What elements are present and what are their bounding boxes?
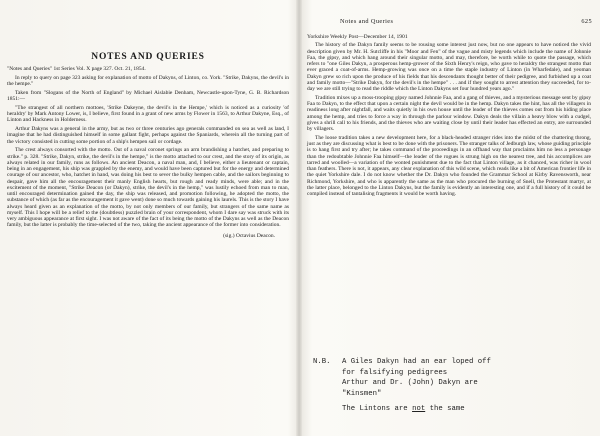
typed-note	[302, 357, 600, 415]
signature: (sig.) Octavius Deacon.	[223, 232, 275, 239]
left-page-content	[7, 52, 289, 239]
note-text: "Kinsmen"	[342, 389, 382, 398]
nb-label: N.B.	[313, 358, 331, 366]
note-text: for falsifying pedigrees	[342, 368, 448, 377]
query-paragraph: In reply to query on page 323 asking for explanation of motto of Dakyns, of Linton, co. York. "Strike, Dakyns, the devil's in the hempe."	[7, 74, 289, 87]
note-text-part: the same	[425, 405, 465, 414]
newspaper-source: Yorkshire Weekly Post—December 14, 1901	[307, 34, 408, 40]
note-line	[302, 368, 600, 379]
history-paragraph: The history of the Dakyn family seems to be rousing some interest just now, but no one appears to have noticed the vivid description given by Mr. H. Sutcliffe in his "Moor and Fen" of the vague and misty legends which include the name of Johnnie Faa, the gipsy, and which hang around their singular motto, and may, therefore, be worth while to quote the passage, which refers to "one Giles Dakyn, a prosperous hemp-grower of the Sixth Henry's reign, who gave to heraldry the strangest motto that ever graced a coat-of-arms. Hemp-growing was once on a time the staple industry of Linton (in Wharfedale), and yeoman Dakyn grew so rich upon the produce of his fields that his descendants thought better of their pedigree, and furbished up a coat and family motto—"Strike Dakyn, for the devil's in the hempe" . . . and if they sought to arrest attention they succeeded, for to-day we are still trying to read the riddle which the Linton Dakyns set four hundred years ago."	[307, 42, 591, 93]
underlined-word: not	[412, 405, 426, 414]
note-text: Arthur and Dr. (John) Dakyn are	[342, 379, 478, 388]
source-paragraph: Taken from "Slogans of the North of England" by Michael Aislabie Denham, Newcastle-upon-Tyne, G. B. Richardson 1851:—	[7, 89, 289, 102]
note-line	[302, 357, 600, 368]
note-text-part: The Lintons are	[342, 405, 413, 414]
running-head	[310, 18, 592, 26]
page-number: 625	[581, 18, 592, 25]
general-paragraph: Arthur Dakyns was a general in the army, but as two or three centuries ago generals commanded on sea as well as land, I imagine that he had distinguished himself in some gallant fight, perhaps against the Spaniards, wherein all the turning part of the victory consisted in cutting some portion of a ship's hempen sail or cordage.	[7, 126, 289, 145]
running-head-title: Notes and Queries	[340, 18, 394, 25]
note-text: A Giles Dakyn had an ear loped off	[342, 358, 491, 366]
development-paragraph: The loose tradition takes a new development here, for a black-headed stranger rides into the midst of the chattering throng, just as they are discussing what is best to be done with the prisoners. The stranger talks of Jedburgh law, whose guiding principle is to hang first and try after; he takes command of the proceedings in an offhand way that proclaims him no less a personage than the redoubtable Johnnie Faa himself—the leader of the rogues is strung high on the nearest tree, and his accomplices are tarred and woolled—a variation of the wonted punishment due to the fact that Linton village, as it chanced, was richer in wool than feathers. There is not, it appears, any clear explanation of this wild scene, which reads like a bit of American frontier life in the quiet Yorkshire dale. I do not know whether the Dr. Dakyn who founded the Grammar School at Kirby Ravensworth, near Richmond, Yorkshire, and who is apparently the same as the man who procured the burning of Snell, the Protestant martyr, at the latter place, belonged to the Linton Dakyns, but the family is evidently an interesting one, and if a full history of it could be compiled instead of tantalising fragments it would be worth having.	[307, 134, 591, 198]
right-page-content	[307, 34, 591, 200]
story-paragraph: The crest always consorted with the motto. Out of a naval coronet springs an arm brandishing a hatchet, and preparing to strike." p. 328. "Strike, Dakyn, strike, the devil's in the hempe," is the motto attached to our crest, and the story of its origin, as always related in our family, runs as follows. An ancient Deacon, a naval man, and, I believe, either a lieutenant or captain, being in an engagement, his ship was grappled by the enemy, and would have been captured but for the energy and determined courage of our ancestor, who, hatchet in hand, was doing his best to sever the bulky hempen cable, and the sailors beginning to despair, gave him all the encouragement their manly English hearts, but rough and ready minds, were able; and in the excitement of the moment, "Strike Deacon (or Dakyn), strike, the devil's in the hemp," was lustily echoed from man to man, until encouraged determination gained the day, the ship was released, and promotion following, he adopted the motto, the substance of which (as far as the encouragement it gave went) done so much towards gaining his laurels. This is the story I have always heard given as an explanation of the motto, by not only members of our family, but strangers of the same name as myself. This I hope will be a relief to the (doubtless) puzzled brain of your correspondent, whom I dare say was struck with its very ambiguous appearance at first sight. I was not aware of the fact of its being the motto of the Dakyns as well as the Deacon family, but the latter is probably the time-selected of the two, taking the ancient appearance of the former into consideration.	[7, 147, 289, 229]
article-title: NOTES AND QUERIES	[91, 52, 205, 62]
note-line	[302, 389, 600, 400]
citation-paragraph: "Notes and Queries" 1st Series Vol. X page 327. Oct. 21, 1854.	[7, 66, 146, 72]
quote-paragraph: "The strangest of all northern mottoes, 'Strike Dakeyne, the devil's in the Hempe,' which is noticed as a curiosity 'of heraldry' by Mark Antony Lower, is, I believe, first found in a grant of new arms by Flower in 1563, to Arthur Dakyne, Esq., of Linton and Hackness in Holderness.	[7, 104, 289, 124]
note-text	[342, 404, 465, 415]
left-page	[0, 0, 296, 436]
note-line	[302, 404, 600, 415]
tradition-paragraph: Tradition mixes up a moss-trooping gipsy named Johnnie Faa, and a gang of thieves, and a mysterious message sent by gipsy Faa to Dakyn, to the effect that upon a certain night the devil would be in the hemp. Dakyn takes the hint, has all the villagers in readiness long after nightfall, and waits quietly in his own house until the leader of the thieves comes out from his hiding place among the hemp, and tries to force a way in through the parlour window. Dakyn deals the villain a heavy blow with a cudgel, gives a shrill call to his friends, and the thieves who are waiting close by until their leader has effected an entry, are surrounded by villagers.	[307, 94, 591, 133]
note-line	[302, 378, 600, 389]
